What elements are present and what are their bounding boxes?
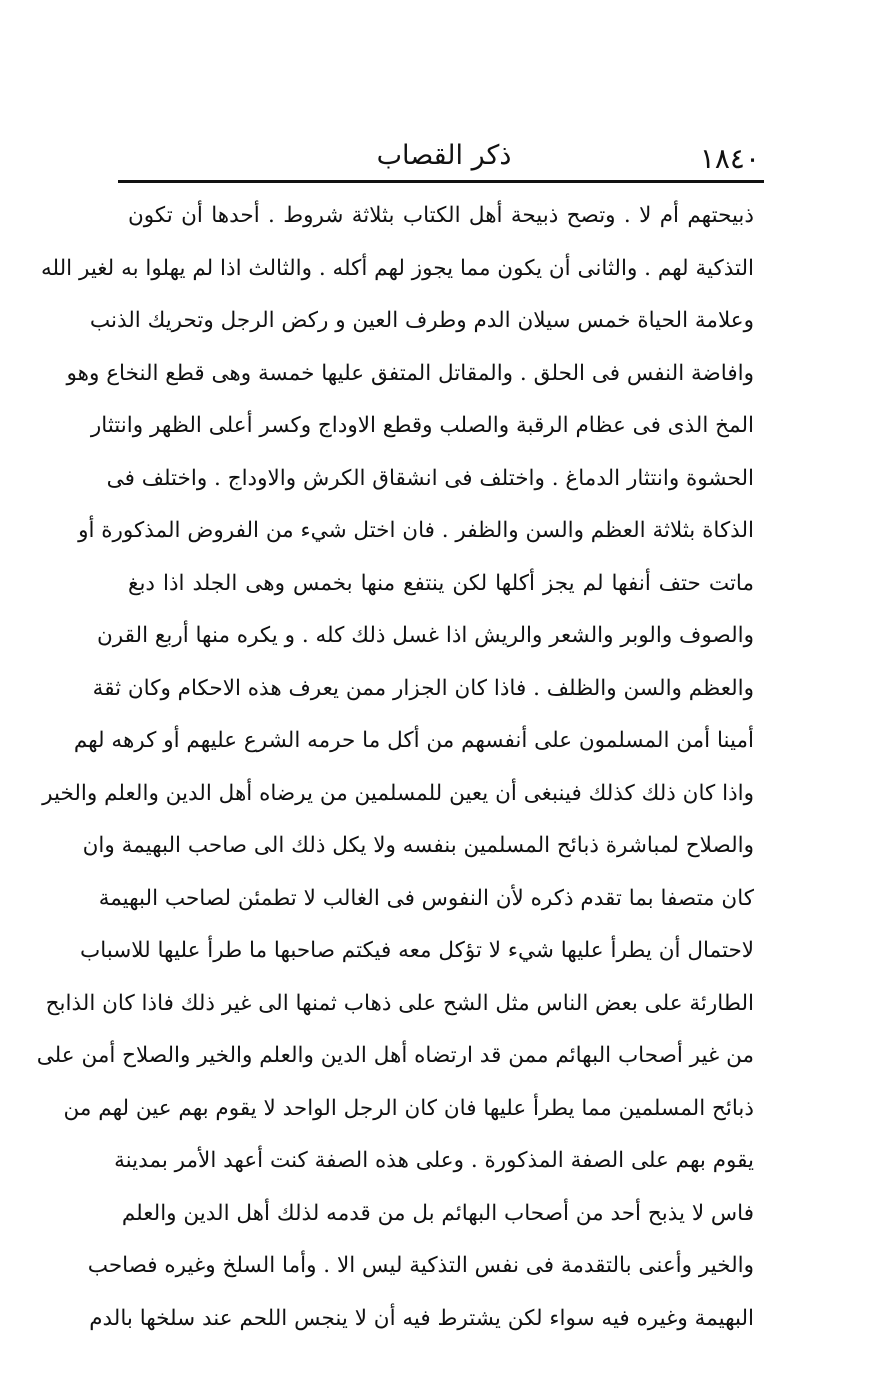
text-line: وعلامة الحياة خمس سيلان الدم وطرف العين و ركض الرجل وتحريك الذنب (89, 308, 754, 333)
text-line: وافاضة النفس فى الحلق . والمقاتل المتفق عليها خمسة وهى قطع النخاع وهو (66, 360, 754, 386)
text-line: والعظم والسن والظلف . فاذا كان الجزار ممن يعرف هذه الاحكام وكان ثقة (92, 675, 754, 701)
running-title: ذكر القصاب (376, 140, 512, 171)
page-number: ١٨٤٠ (699, 142, 760, 175)
text-line: المخ الذى فى عظام الرقبة والصلب وقطع الاوداج وكسر أعلى الظهر وانتثار (90, 413, 754, 438)
text-line: واذا كان ذلك كذلك فينبغى أن يعين للمسلمين من يرضاه أهل الدين والعلم والخير (42, 780, 754, 806)
text-line: يقوم بهم على الصفة المذكورة . وعلى هذه الصفة كنت أعهد الأمر بمدينة (114, 1148, 754, 1173)
text-line: والصلاح لمباشرة ذبائح المسلمين بنفسه ولا يكل ذلك الى صاحب البهيمة وان (82, 833, 754, 858)
header-rule (118, 180, 764, 183)
text-line: البهيمة وغيره فيه سواء لكن يشترط فيه أن لا ينجس اللحم عند سلخها بالدم (89, 1305, 754, 1331)
text-line: ماتت حتف أنفها لم يجز أكلها لكن ينتفع منها بخمس وهى الجلد اذا دبغ (128, 570, 754, 596)
text-line: الذكاة بثلاثة العظم والسن والظفر . فان اختل شيء من الفروض المذكورة أو (78, 518, 754, 543)
text-line: والخير وأعنى بالتقدمة فى نفس التذكية ليس الا . وأما السلخ وغيره فصاحب (87, 1253, 754, 1278)
text-line: والصوف والوبر والشعر والريش اذا غسل ذلك كله . و يكره منها أربع القرن (97, 623, 754, 648)
text-line: ذبيحتهم أم لا . وتصح ذبيحة أهل الكتاب بثلاثة شروط . أحدها أن تكون (128, 203, 754, 228)
text-line: الحشوة وانتثار الدماغ . واختلف فى انشقاق الكرش والاوداج . واختلف فى (106, 465, 754, 491)
body-text (36, 190, 754, 1345)
text-line: التذكية لهم . والثانى أن يكون مما يجوز لهم أكله . والثالث اذا لم يهلوا به لغير الله (40, 255, 754, 281)
text-line: لاحتمال أن يطرأ عليها شيء لا تؤكل معه فيكتم صاحبها ما طرأ عليها للاسباب (80, 938, 754, 963)
text-line: كان متصفا بما تقدم ذكره لأن النفوس فى الغالب لا تطمئن لصاحب البهيمة (98, 885, 754, 911)
text-line: أمينا أمن المسلمون على أنفسهم من أكل ما حرمه الشرع عليهم أو كرهه لهم (73, 728, 754, 753)
page-header (122, 132, 766, 182)
text-line: من غير أصحاب البهائم ممن قد ارتضاه أهل الدين والعلم والخير والصلاح أمن على (36, 1043, 754, 1068)
text-line: الطارئة على بعض الناس مثل الشح على ذهاب ثمنها الى غير ذلك فاذا كان الذابح (45, 990, 754, 1016)
text-line: ذبائح المسلمين مما يطرأ عليها فان كان الرجل الواحد لا يقوم بهم عين لهم من (63, 1095, 754, 1121)
text-line: فاس لا يذبح أحد من أصحاب البهائم بل من قدمه لذلك أهل الدين والعلم (121, 1200, 754, 1226)
